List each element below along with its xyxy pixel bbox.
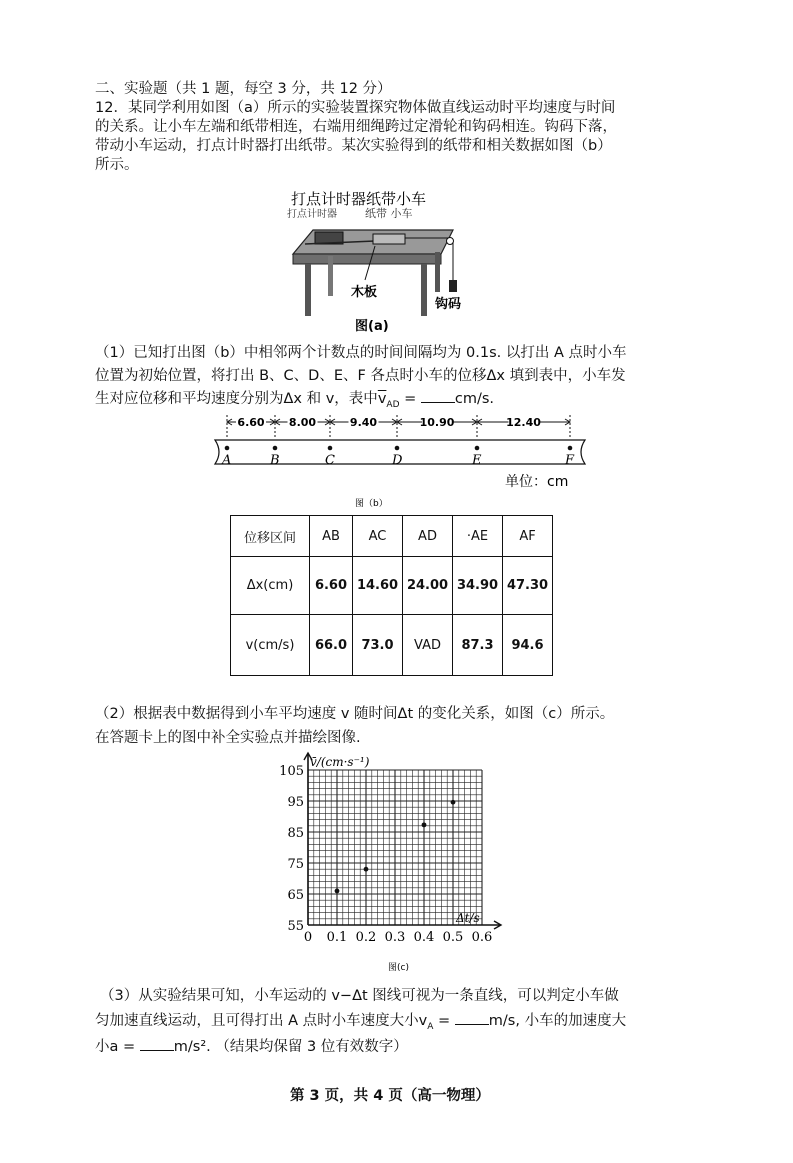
chart-x-tick-label: 0.3 xyxy=(384,930,406,945)
figure-a-top-label: 打点计时器纸带小车 xyxy=(291,190,427,208)
part3-line-2-equals: = xyxy=(433,1013,455,1029)
table-header-cell: AD xyxy=(403,516,453,557)
section-heading: 二、实验题（共 1 题，每空 3 分，共 12 分） xyxy=(95,81,392,97)
part3-line-2-prefix: 匀加速直线运动，且可得打出 A 点时小车速度大小 xyxy=(95,1013,419,1029)
table-header-cell: AF xyxy=(503,516,553,557)
part3-line-3-prefix: 小a = xyxy=(95,1039,140,1055)
question-12-line-1: 12．某同学利用如图（a）所示的实验装置探究物体做直线运动时平均速度与时间 xyxy=(95,100,616,116)
chart-ylabel: v̄/(cm·s⁻¹) xyxy=(310,755,370,769)
page-footer: 第 3 页，共 4 页（高一物理） xyxy=(290,1088,490,1104)
chart-data-point xyxy=(422,822,427,827)
chart-y-tick-label: 95 xyxy=(287,795,304,810)
tape-point-label: E xyxy=(472,453,482,468)
chart-y-tick-label: 85 xyxy=(287,826,304,841)
chart-x-tick-label: 0.2 xyxy=(355,930,377,945)
pulley xyxy=(447,238,454,245)
cart xyxy=(373,234,405,244)
v-ad-symbol: $\overline{v}$ xyxy=(377,391,387,407)
chart-data-point xyxy=(451,800,456,805)
v-ad-subscript: AD xyxy=(386,399,400,410)
chart-x-tick-label: 0 xyxy=(303,930,313,945)
table-front-edge xyxy=(293,254,441,264)
table-cell: 66.0 xyxy=(310,615,353,676)
table-cell: 87.3 xyxy=(453,615,503,676)
figure-a-ghost-label-1: 打点计时器 xyxy=(287,209,337,220)
part3-line-2-unit: m/s, 小车的加速度大 xyxy=(488,1013,627,1029)
part3-line-3-unit: m/s². （结果均保留 3 位有效数字） xyxy=(173,1039,408,1055)
table-cell: 6.60 xyxy=(310,557,353,615)
part1-line-1: （1）已知打出图（b）中相邻两个计数点的时间间隔均为 0.1s. 以打出 A 点时小车 xyxy=(95,345,627,361)
tape-unit: 单位：cm xyxy=(505,474,569,490)
part2-line-1: （2）根据表中数据得到小车平均速度 v 随时间Δt 的变化关系，如图（c）所示。 xyxy=(95,706,615,722)
question-12-line-4: 所示。 xyxy=(95,157,139,173)
data-table xyxy=(230,515,553,676)
chart-data-point xyxy=(335,889,340,894)
chart-x-tick-label: 0.5 xyxy=(442,930,464,945)
tape-point-label: B xyxy=(270,453,280,468)
figure-a-ghost-label-2: 纸带 小车 xyxy=(365,207,413,220)
tape-segment-label: 9.40 xyxy=(349,416,378,429)
chart-x-tick-label: 0.6 xyxy=(471,930,493,945)
chart-y-tick-label: 105 xyxy=(279,764,304,779)
table-leg xyxy=(421,264,427,316)
part3-line-3 xyxy=(95,1038,408,1057)
chart-svg xyxy=(270,750,520,975)
figure-a-caption: 图(a) xyxy=(355,319,389,334)
tape-segment-label: 6.60 xyxy=(237,416,265,429)
tape-segment-label: 8.00 xyxy=(288,416,317,429)
part1-line-3-unit: cm/s. xyxy=(454,391,495,407)
part1-line-3-equals: = xyxy=(399,391,421,407)
figure-c-chart xyxy=(270,750,520,975)
table-leg xyxy=(435,252,440,292)
chart-data-point xyxy=(364,867,369,872)
board-label: 木板 xyxy=(351,285,378,300)
part3-line-1: （3）从实验结果可知，小车运动的 v−Δt 图线可视为一条直线，可以判定小车做 xyxy=(100,988,619,1004)
tape-point-label: C xyxy=(325,453,335,468)
chart-y-tick-label: 55 xyxy=(287,919,304,934)
figure-a-apparatus xyxy=(285,186,485,336)
answer-blank-va[interactable] xyxy=(455,1023,489,1025)
table-header-cell: AC xyxy=(353,516,403,557)
tape-dot xyxy=(225,446,230,451)
figure-b-tape xyxy=(205,410,590,510)
question-12-line-2: 的关系。让小车左端和纸带相连，右端用细绳跨过定滑轮和钩码相连。钩码下落， xyxy=(95,119,617,135)
tape-dot xyxy=(273,446,278,451)
chart-x-tick-label: 0.1 xyxy=(326,930,348,945)
tape-point-label: F xyxy=(565,453,575,468)
weight-label: 钩码 xyxy=(435,297,462,312)
part2-line-2: 在答题卡上的图中补全实验点并描绘图像. xyxy=(95,730,361,746)
tape-segment-label: 10.90 xyxy=(419,416,455,429)
table-leg xyxy=(328,256,333,296)
table-header-cell: 位移区间 xyxy=(231,516,310,557)
chart-y-tick-label: 65 xyxy=(287,888,304,903)
answer-blank-vad[interactable] xyxy=(421,401,455,403)
chart-xlabel: Δt/s xyxy=(456,911,480,925)
answer-blank-a[interactable] xyxy=(140,1049,174,1051)
part1-line-3-prefix: 生对应位移和平均速度分别为Δx 和 v，表中 xyxy=(95,391,378,407)
table-header-cell: ·AE xyxy=(453,516,503,557)
tape-dot xyxy=(475,446,480,451)
tape-point-label: A xyxy=(222,453,232,468)
part3-line-2 xyxy=(95,1012,626,1037)
table-cell: VAD xyxy=(403,615,453,676)
table-cell: 73.0 xyxy=(353,615,403,676)
tape-dot xyxy=(568,446,573,451)
tape-segment-label: 12.40 xyxy=(506,416,541,429)
part1-line-2: 位置为初始位置，将打出 B、C、D、E、F 各点时小车的位移Δx 填到表中，小车发 xyxy=(95,368,626,384)
table-cell: 14.60 xyxy=(353,557,403,615)
v-a-symbol: v xyxy=(418,1013,428,1029)
table-header-cell: AB xyxy=(310,516,353,557)
hanging-weight xyxy=(449,280,457,292)
table-header-row xyxy=(231,516,553,557)
tape-point-label: D xyxy=(392,453,403,468)
table-cell: Δx(cm) xyxy=(231,557,310,615)
table-row-dx xyxy=(231,557,553,615)
apparatus-drawing xyxy=(285,186,485,336)
chart-caption: 图(c) xyxy=(388,963,409,973)
table-cell: v(cm/s) xyxy=(231,615,310,676)
table-cell: 47.30 xyxy=(503,557,553,615)
table-leg xyxy=(305,264,311,316)
tape-dot xyxy=(395,446,400,451)
question-12-line-3: 带动小车运动，打点计时器打出纸带。某次实验得到的纸带和相关数据如图（b） xyxy=(95,138,612,154)
figure-b-caption: 图（b） xyxy=(355,499,388,509)
table-cell: 24.00 xyxy=(403,557,453,615)
v-a-subscript: A xyxy=(427,1021,434,1032)
table-cell: 34.90 xyxy=(453,557,503,615)
table-cell: 94.6 xyxy=(503,615,553,676)
chart-y-tick-label: 75 xyxy=(287,857,304,872)
table-row-v xyxy=(231,615,553,676)
tape-drawing xyxy=(205,410,590,510)
tape-dot xyxy=(328,446,333,451)
chart-x-tick-label: 0.4 xyxy=(413,930,435,945)
